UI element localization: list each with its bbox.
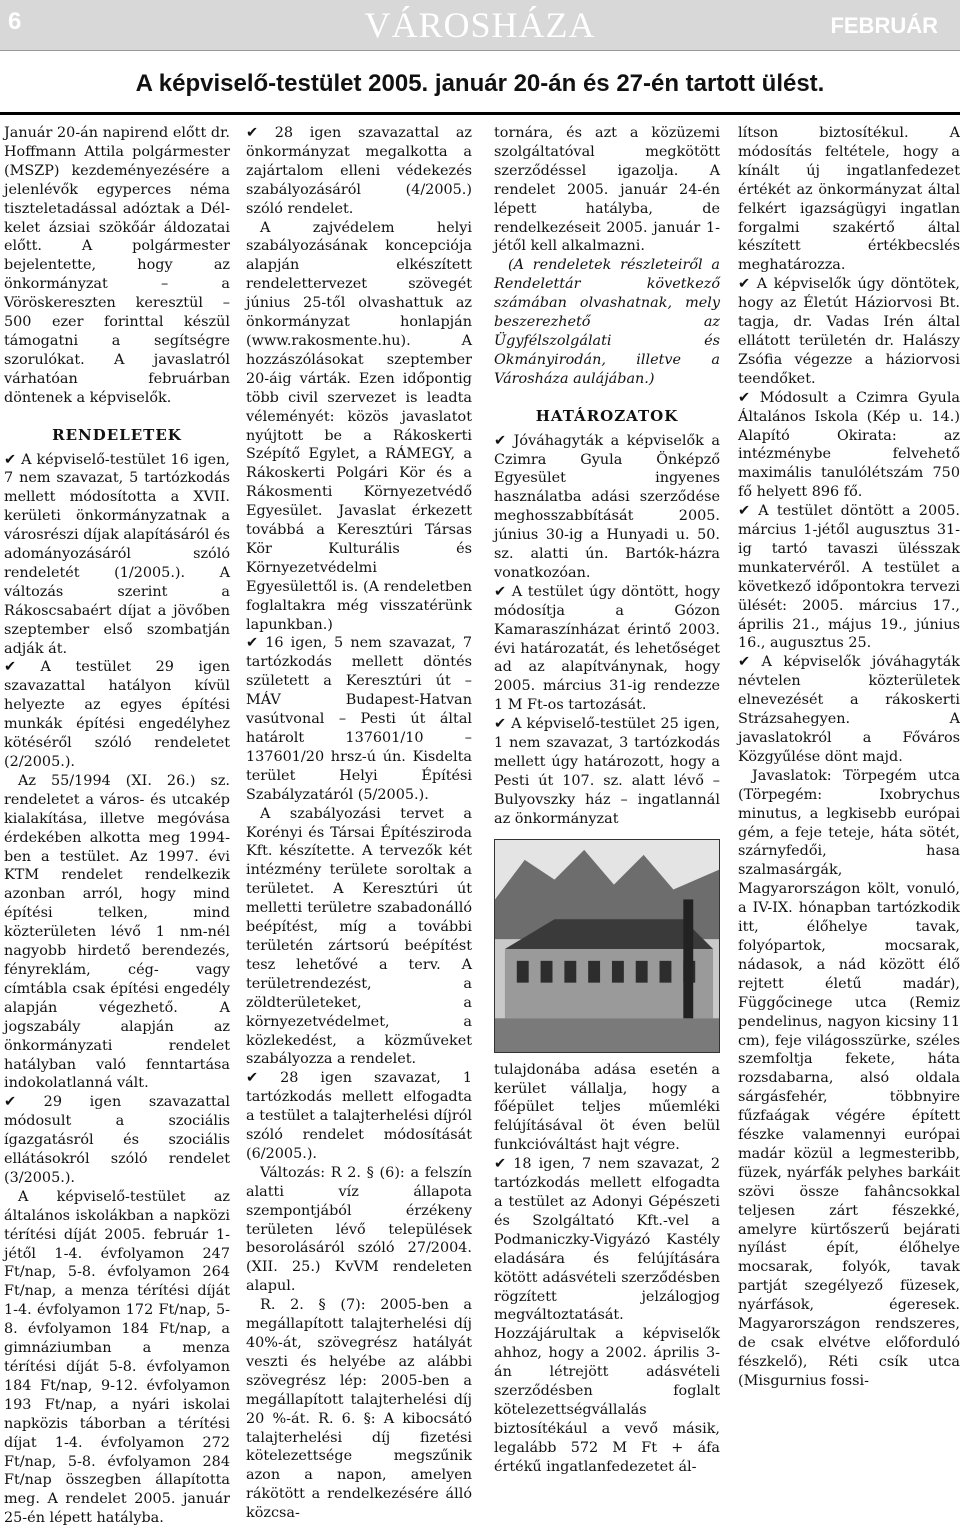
column-4 bbox=[738, 124, 960, 1432]
issue-month: FEBRUÁR bbox=[830, 13, 938, 38]
paragraph: Változás: R 2. § (6): a felszín alatti víz állapota szempontjából érzékeny területen lévő települések besorolásáról szóló 27/2004. (XII. 25.) KvVM rendeleten alapul. bbox=[246, 1164, 472, 1295]
paragraph: ✔ A képviselők úgy döntötek, hogy az Életút Háziorvosi Bt. tagja, dr. Vadas Irén által ellátott területén dr. Halászy Zsófia végezze a háziorvosi teendőket. bbox=[738, 276, 960, 387]
column-1 bbox=[4, 124, 230, 1527]
paragraph: A zajvédelem helyi szabályozásának koncepciója alapján elkészített rendelettervezet szövegét június 25-től olvashattuk az önkormányzat honlapján (www.rakosmente.hu). A hozzászólásokat szeptember 20-áig várták. Ezen időpontig több civil szervezet is leadta véleményét: közös javaslatot nyújtott be a Rákoskerti Szépítő Egylet, a RÁMEGY, a Rákoskerti Polgári Kör és a Rákosmenti Környezetvédő Egyesület. Javaslat érkezett továbbá a Keresztúri Társas Kör Kulturális és Környezetvédelmi Egyesülettől is. (A rendeletben foglaltakra még visszatérünk lapunkban.) bbox=[246, 219, 472, 633]
paragraph: tulajdonába adása esetén a kerület vállalja, hogy a főépület teljes műemléki felújításával öt éven belül funkcióváltást hajt végre. bbox=[494, 1061, 720, 1154]
headline-rule bbox=[0, 112, 960, 115]
paragraph: ✔ 18 igen, 7 nem szavazat, 2 tartózkodás mellett elfogadta a testület az Adonyi Gépészeti és Szolgáltató Kft.-vel a Podmaniczky-Vigyázó Kastély eladására és felújítására kötött adásvételi szerződésben rögzített jelzálogjog megváltoztatását. Hozzájárultak a képviselők ahhoz, hogy a 2002. április 3-án létrejött adásvételi szerződésben foglalt kötelezettségvállalás biztosítékául a vevő másik, legalább 572 M Ft + áfa értékű ingatlanfedezetet ál- bbox=[494, 1156, 720, 1475]
column-3 bbox=[494, 124, 720, 1475]
paragraph: lítson biztosítékul. A módosítás feltétele, hogy a kínált új ingatlanfedezet értékét az önkormányzat által felkért igazságügyi ingatlan forgalmi szakértő által készített értékbecslés meghatározza. bbox=[738, 125, 960, 274]
paragraph: ✔ A testület döntött a 2005. március 1-jétől augusztus 31-ig tartó tavaszi ülésszak munkatervéről. A testület a következő időpontokra tervezi ülését: 2005. március 17., április 21., május 19., június 16., augusztus 25. bbox=[738, 503, 960, 652]
paragraph: A képviselő-testület az általános iskolákban a napközi térítési díját 2005. február 1-jétől 1-4. évfolyamon 247 Ft/nap, 5-8. évfolyamon 264 Ft/nap, a menza térítési díját 1-4. évfolyamon 172 Ft/nap, 5-8. évfolyamon 184 Ft/nap, a gimnáziumban a menza térítési díját 5-8. évfolyamon 184 Ft/nap, 9-12. évfolyamon 193 Ft/nap, a nyári iskolai napközis táborban a térítési díjat 1-4. évfolyamon 272 Ft/nap, 5-8. évfolyamon 284 Ft/nap összegben állapította meg. A rendelet 2005. január 25-én lépett hatályba. bbox=[4, 1188, 230, 1527]
paragraph: ✔ A képviselő-testület 25 igen, 1 nem szavazat, 3 tartózkodás mellett úgy határozott, hogy a Pesti út 107. sz. alatt lévő – Bulyovszky ház – ingatlannál az önkormányzat bbox=[494, 716, 720, 827]
paragraph: A szabályozási tervet a Korényi és Társai Építésziroda Kft. készítette. A tervezők két intézmény területe soroltak a területet. A Keresztúri út melletti területre szabadonálló beépítést, míg a további területén zártsorú beépítést tesz lehetővé a terv. A területrendezést, a zöldterületeket, a környezetvédelmet, a közlekedést, a közműveket szabályozza a rendelet. bbox=[246, 805, 472, 1068]
section-heading-hatarozatok: HATÁROZATOK bbox=[535, 406, 679, 425]
paragraph: ✔ A képviselő-testület 16 igen, 7 nem szavazat, 5 tartózkodás mellett módosította a XVII. kerületi önkormányzatnak a városrészi díjak alapításáról és adományozásáról szóló rendeletét (1/2005.). A változás szerint a Rákoscsabaért díjat a jövőben szeptember első szombatján adják át. bbox=[4, 451, 230, 657]
page-number: 6 bbox=[8, 8, 22, 35]
paragraph: ✔ 29 igen szavazattal módosult a szociális ígazgatásról és szociális ellátásokról szóló rendelet (3/2005.). bbox=[4, 1094, 230, 1186]
paragraph: ✔ 28 igen szavazattal az önkormányzat megalkotta a zajártalom elleni védekezés szabályozásáról (4/2005.) szóló rendelet. bbox=[246, 125, 472, 217]
article-headline: A képviselő-testület 2005. január 20-án és 27-én tartott ülést. bbox=[135, 70, 825, 97]
paragraph: ✔ 16 igen, 5 nem szavazat, 7 tartózkodás mellett döntés született a Keresztúri út – MÁV Budapest-Hatvan vasútvonal – Pesti út által határolt 137601/10 – 137601/20 hrsz-ú ún. Kisdelta terület Helyi Építési Szabályzatáról (5/2005.). bbox=[246, 635, 472, 803]
column-2 bbox=[246, 124, 472, 1522]
paragraph: tornára, és azt a közüzemi szolgáltatóval megkötött szerződéssel igazolja. A rendelet 2005. január 24-én lépett hatályba, de rendelkezéseit 2005. január 1-jétől kell alkalmazni. bbox=[494, 125, 720, 255]
paragraph: Javaslatok: Törpegém utca (Törpegém: Ixobrychus minutus, a legkisebb európai gém, a feje teteje, háta sötét, szárnyfedői, hasa szalmasárgák, Magyarországon költ, vonuló, a IV-IX. hónapban tartózkodik itt, élőhelye tavak, folyópartok, mocsarak, nádasok, a nád között élő rejtett életű madár), Függőcinege utca (Remiz pendelinus, nagyon kicsiny 11 cm), feje világosszürke, széles szemfoltja fekete, háta rozsdabarna, alsó oldala sárgásfehér, többnyire fűzfaágak végére épített fészke valamennyi európai madár közül a legmesteribb, füzek, nyárfák pelyhes barkáit szövi össze fahâncsokkal teljesen zárt fészekké, amelyre kürtőszerű bejárati nyílást épít, élőhelye mocsarak, folyók, tavak partját szegélyező füzesek, nyárfások, égeresek. Magyarországon rendszeres, de csak elvétve előforduló fészkelő), Réti csík utca (Misgurnius fossi- bbox=[738, 767, 960, 1389]
paragraph: ✔ Jóváhagyták a képviselők a Czimra Gyula Önképző Egyesület ingyenes használatba adási szerződése meghosszabbítását 2005. június 30-ig a Hunyadi u. 50. sz. alatti ún. Bartók-házra vonatkozóan. bbox=[494, 432, 720, 581]
building-photo bbox=[494, 839, 720, 1053]
paragraph: Január 20-án napirend előtt dr. Hoffmann Attila polgármester (MSZP) kezdeményezésére a jelenlévők egyperces néma tiszteletadással adóztak a Dél-kelet ázsiai szökőár áldozatai előtt. A polgármester bejelentette, hogy az önkormányzat – a Vöröskereszten keresztül – 500 ezer forinttal készül támogatni a segítségre szorulókat. A javaslatról várhatóan februárban döntenek a képviselők. bbox=[4, 125, 230, 406]
paragraph: ✔ A testület úgy döntött, hogy módosítja a Gózon Kamaraszínházat érintő 2003. évi határozatát, és lehetőséget ad az alapítványnak, hogy 2005. március 31-ig rendezze 1 M Ft-os tartozását. bbox=[494, 583, 720, 714]
page-header bbox=[0, 0, 960, 51]
paragraph: ✔ Módosult a Czimra Gyula Általános Iskola (Kép u. 14.) Alapító Okirata: az intézménybe felvehető maximális tanulólétszám 750 fő helyett 896 fő. bbox=[738, 389, 960, 501]
paragraph: ✔ A testület 29 igen szavazattal hatályon kívül helyezte az egyes építési munkák építési engedélyhez kötéséről szóló rendeletet (2/2005.). bbox=[4, 659, 230, 770]
section-title: VÁROSHÁZA bbox=[364, 5, 596, 45]
paragraph: ✔ A képviselők jóváhagyták névtelen közterületek elnevezését a rákoskerti Strázsahegyen. A javaslatokról a Főváros Közgyűlése dönt majd. bbox=[738, 654, 960, 765]
paragraph: (A rendeletek részleteiről a Rendelettár következő számában olvashatnak, mely beszerezhető az Ügyfélszolgálati és Okmányirodán, illetve a Városháza aulájában.) bbox=[494, 257, 720, 387]
paragraph: Az 55/1994 (XI. 26.) sz. rendeletet a város- és utcakép kialakítása, illetve megóvása érdekében alkotta meg 1994-ben a testület. Az 1997. évi KTM rendelet rendelkezik azonban arról, hogy mind építési telken, mind közterületen lévő 1 nm-nél nagyobb hirdető berendezés, fényreklám, cég- vagy címtábla csak építési engedély alapján végezhető. A jogszabály alapján az önkormányzati rendelet hatályban való fenntartása indokolatlanná vált. bbox=[4, 772, 230, 1092]
paragraph: ✔ 28 igen szavazat, 1 tartózkodás mellett elfogadta a testület a talajterhelési díjról szóló rendelet módosítását (6/2005.). bbox=[246, 1070, 472, 1162]
paragraph: R. 2. § (7): 2005-ben a megállapított talajterhelési díj 40%-át, szövegrész hatályát veszti és helyébe az alábbi szövegrész lép: 2005-ben a megállapított talajterhelési díj 20 %-át. R. 6. §: A kibocsátó talajterhelési díj fizetési kötelezettsége megszűnik azon a napon, amelyen rákötött a rendelkezésére álló közcsa- bbox=[246, 1297, 472, 1522]
section-heading-rendeletek: RENDELETEK bbox=[52, 425, 182, 444]
